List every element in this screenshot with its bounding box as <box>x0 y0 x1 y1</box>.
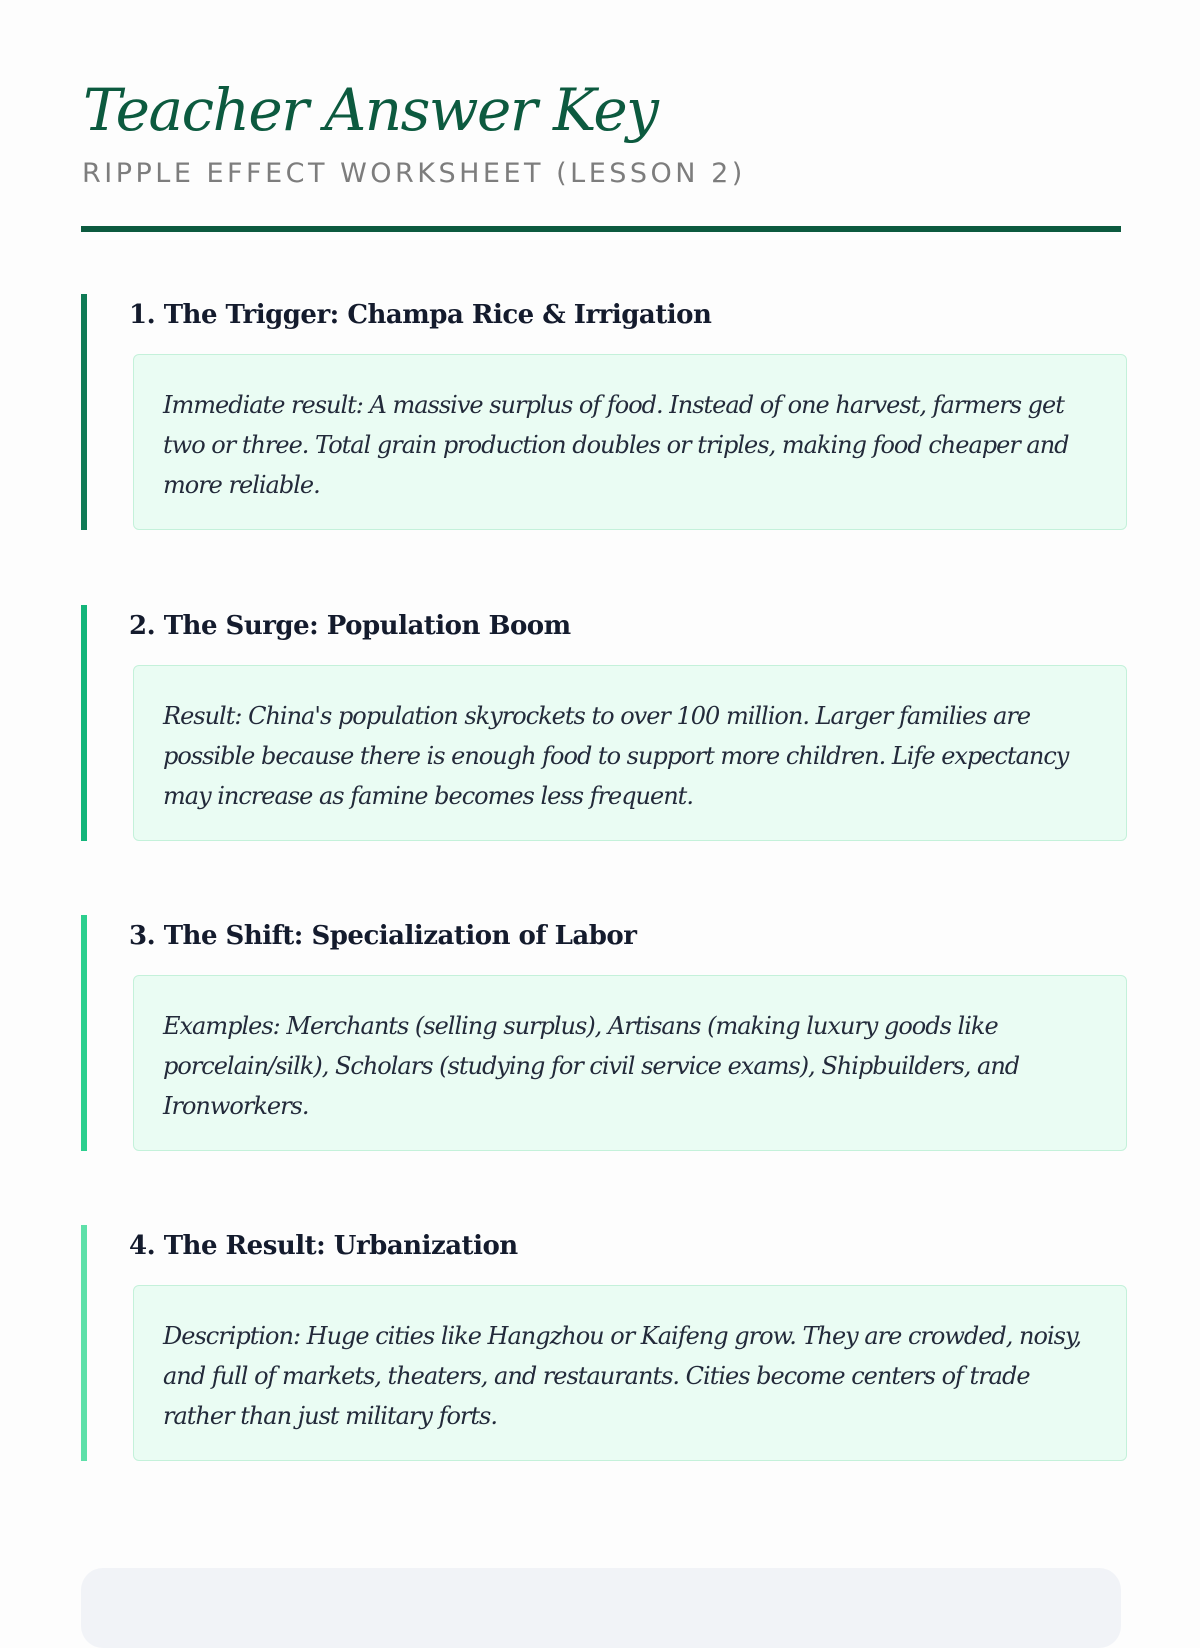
section-heading: 4. The Result: Urbanization <box>129 1231 518 1261</box>
page-subtitle: RIPPLE EFFECT WORKSHEET (LESSON 2) <box>82 158 746 189</box>
answer-box <box>133 665 1127 841</box>
answer-text: Description: Huge cities like Hangzhou or Kaifeng grow. They are crowded, noisy, and full of markets, theaters, and restaurants. Cities become centers of trade rather than just military forts. <box>163 1322 1081 1430</box>
answer-key-page <box>81 0 1121 1600</box>
answer-box <box>133 354 1127 530</box>
answer-text: Result: China's population skyrockets to over 100 million. Larger families are possible because there is enough food to support more children. Life expectancy may increase as famine becomes less frequent. <box>163 702 1069 810</box>
section-trigger <box>81 294 1121 530</box>
title-divider <box>81 226 1121 232</box>
answer-text: Immediate result: A massive surplus of food. Instead of one harvest, farmers get two or three. Total grain production doubles or triples, making food cheaper and more reliable. <box>163 391 1069 499</box>
section-shift <box>81 915 1121 1151</box>
section-heading: 3. The Shift: Specialization of Labor <box>129 921 637 951</box>
footer-panel <box>81 1568 1121 1648</box>
answer-box <box>133 1285 1127 1461</box>
answer-text: Examples: Merchants (selling surplus), Artisans (making luxury goods like porcelain/silk), Scholars (studying for civil service exams), Shipbuilders, and Ironworkers. <box>163 1012 1020 1120</box>
section-heading: 2. The Surge: Population Boom <box>129 611 571 641</box>
answer-box <box>133 975 1127 1151</box>
page-title: Teacher Answer Key <box>83 76 658 144</box>
section-result <box>81 1225 1121 1461</box>
section-surge <box>81 605 1121 841</box>
section-heading: 1. The Trigger: Champa Rice & Irrigation <box>129 300 712 330</box>
